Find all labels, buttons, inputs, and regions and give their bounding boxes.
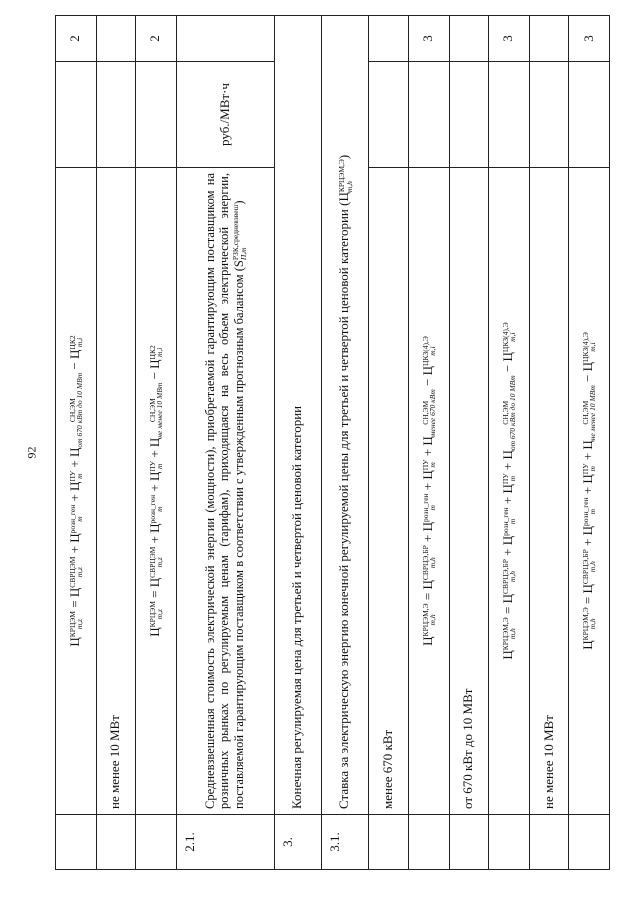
formula-cell: Ц КРЦЭМ,Э m,h = Ц СВРЦЭ,БР m,h + Ц розн_ген m + Ц ПУ m + Ц СН,ЭМ не менее 10 МВт − Ц ЦКЗ(4),Э m,i	[569, 168, 610, 815]
label-cell: Средневзвешенная стоимость электрической энергии (мощности), приобретаемой гарантирующим поставщиком на розничных рынках по регулируемым ценам (тарифам), приходящаяся на весь объем электрической энергии, поставляемой гарантирующим поставщиком в соответствии с утвержденным прогнозным балансом (S РЗК,средневзвеш П,m )	[176, 168, 274, 815]
reference-cell	[449, 16, 489, 62]
formula-cell: Ц КРЦЭМ m,z = Ц СВРЦЭМ m,z + Ц розн_ген m + Ц ПУ m + Ц СН,ЭМ от 670 кВт до 10 МВт − Ц ЦК2 m,i	[56, 168, 97, 815]
row-number	[408, 815, 449, 870]
reference-cell: 2	[136, 16, 177, 62]
unit-cell	[96, 62, 136, 168]
table-row	[489, 16, 530, 870]
row-number	[529, 815, 569, 870]
reference-cell	[176, 16, 274, 62]
unit-cell	[408, 62, 449, 168]
row-number	[449, 815, 489, 870]
label-cell: Конечная регулируемая цена для третьей и четвертой ценовой категории	[274, 16, 321, 815]
unit-cell	[569, 62, 610, 168]
table-row	[274, 16, 321, 870]
unit-cell	[369, 62, 409, 168]
rotated-table-frame	[55, 15, 610, 870]
unit-cell	[136, 62, 177, 168]
table-row	[96, 16, 136, 870]
row-number	[136, 815, 177, 870]
label-cell: менее 670 кВт	[369, 168, 409, 815]
formula-cell: Ц КРЦЭМ,Э m,h = Ц СВРЦЭ,БР m,h + Ц розн_ген m + Ц ПУ m + Ц СН,ЭМ менее 670 кВт − Ц ЦКЗ(4),Э m,i	[408, 168, 449, 815]
reference-cell: 2	[56, 16, 97, 62]
row-number	[56, 815, 97, 870]
unit-cell	[489, 62, 530, 168]
label-cell: Ставка за электрическую энергию конечной регулируемой цены для третьей и четвертой ценовой категории (Ц КРЦЭМ,Э m,h )	[322, 16, 369, 815]
table-row	[322, 16, 369, 870]
row-number	[569, 815, 610, 870]
row-number: 2.1.	[176, 815, 274, 870]
table-row	[569, 16, 610, 870]
table-row	[408, 16, 449, 870]
unit-cell	[449, 62, 489, 168]
tariff-table	[55, 15, 610, 870]
label-cell: не менее 10 МВт	[96, 168, 136, 815]
reference-cell: 3	[408, 16, 449, 62]
reference-cell: 3	[569, 16, 610, 62]
unit-cell: руб./МВт·ч	[176, 62, 274, 168]
table-row	[529, 16, 569, 870]
unit-cell	[56, 62, 97, 168]
table-row	[56, 16, 97, 870]
row-number	[96, 815, 136, 870]
row-number: 3.	[274, 815, 321, 870]
reference-cell	[96, 16, 136, 62]
formula-cell: Ц КРЦЭМ,Э m,h = Ц СВРЦЭ,БР m,h + Ц розн_ген m + Ц ПУ m + Ц СН,ЭМ от 670 кВт до 10 МВт − Ц ЦКЗ(4),Э m,i	[489, 168, 530, 815]
unit-cell	[529, 62, 569, 168]
row-number	[369, 815, 409, 870]
reference-cell	[369, 16, 409, 62]
label-cell: не менее 10 МВт	[529, 168, 569, 815]
table-row	[449, 16, 489, 870]
table-row	[369, 16, 409, 870]
row-number	[489, 815, 530, 870]
table-row	[136, 16, 177, 870]
row-number: 3.1.	[322, 815, 369, 870]
page-number: 92	[24, 446, 39, 459]
formula-cell: Ц КРЦЭМ m,z = Ц СВРЦЭМ m,z + Ц розн_ген m + Ц ПУ m + Ц СН,ЭМ не менее 10 МВт − Ц ЦК2 m,i	[136, 168, 177, 815]
reference-cell: 3	[489, 16, 530, 62]
table-row	[176, 16, 274, 870]
reference-cell	[529, 16, 569, 62]
label-cell: от 670 кВт до 10 МВт	[449, 168, 489, 815]
